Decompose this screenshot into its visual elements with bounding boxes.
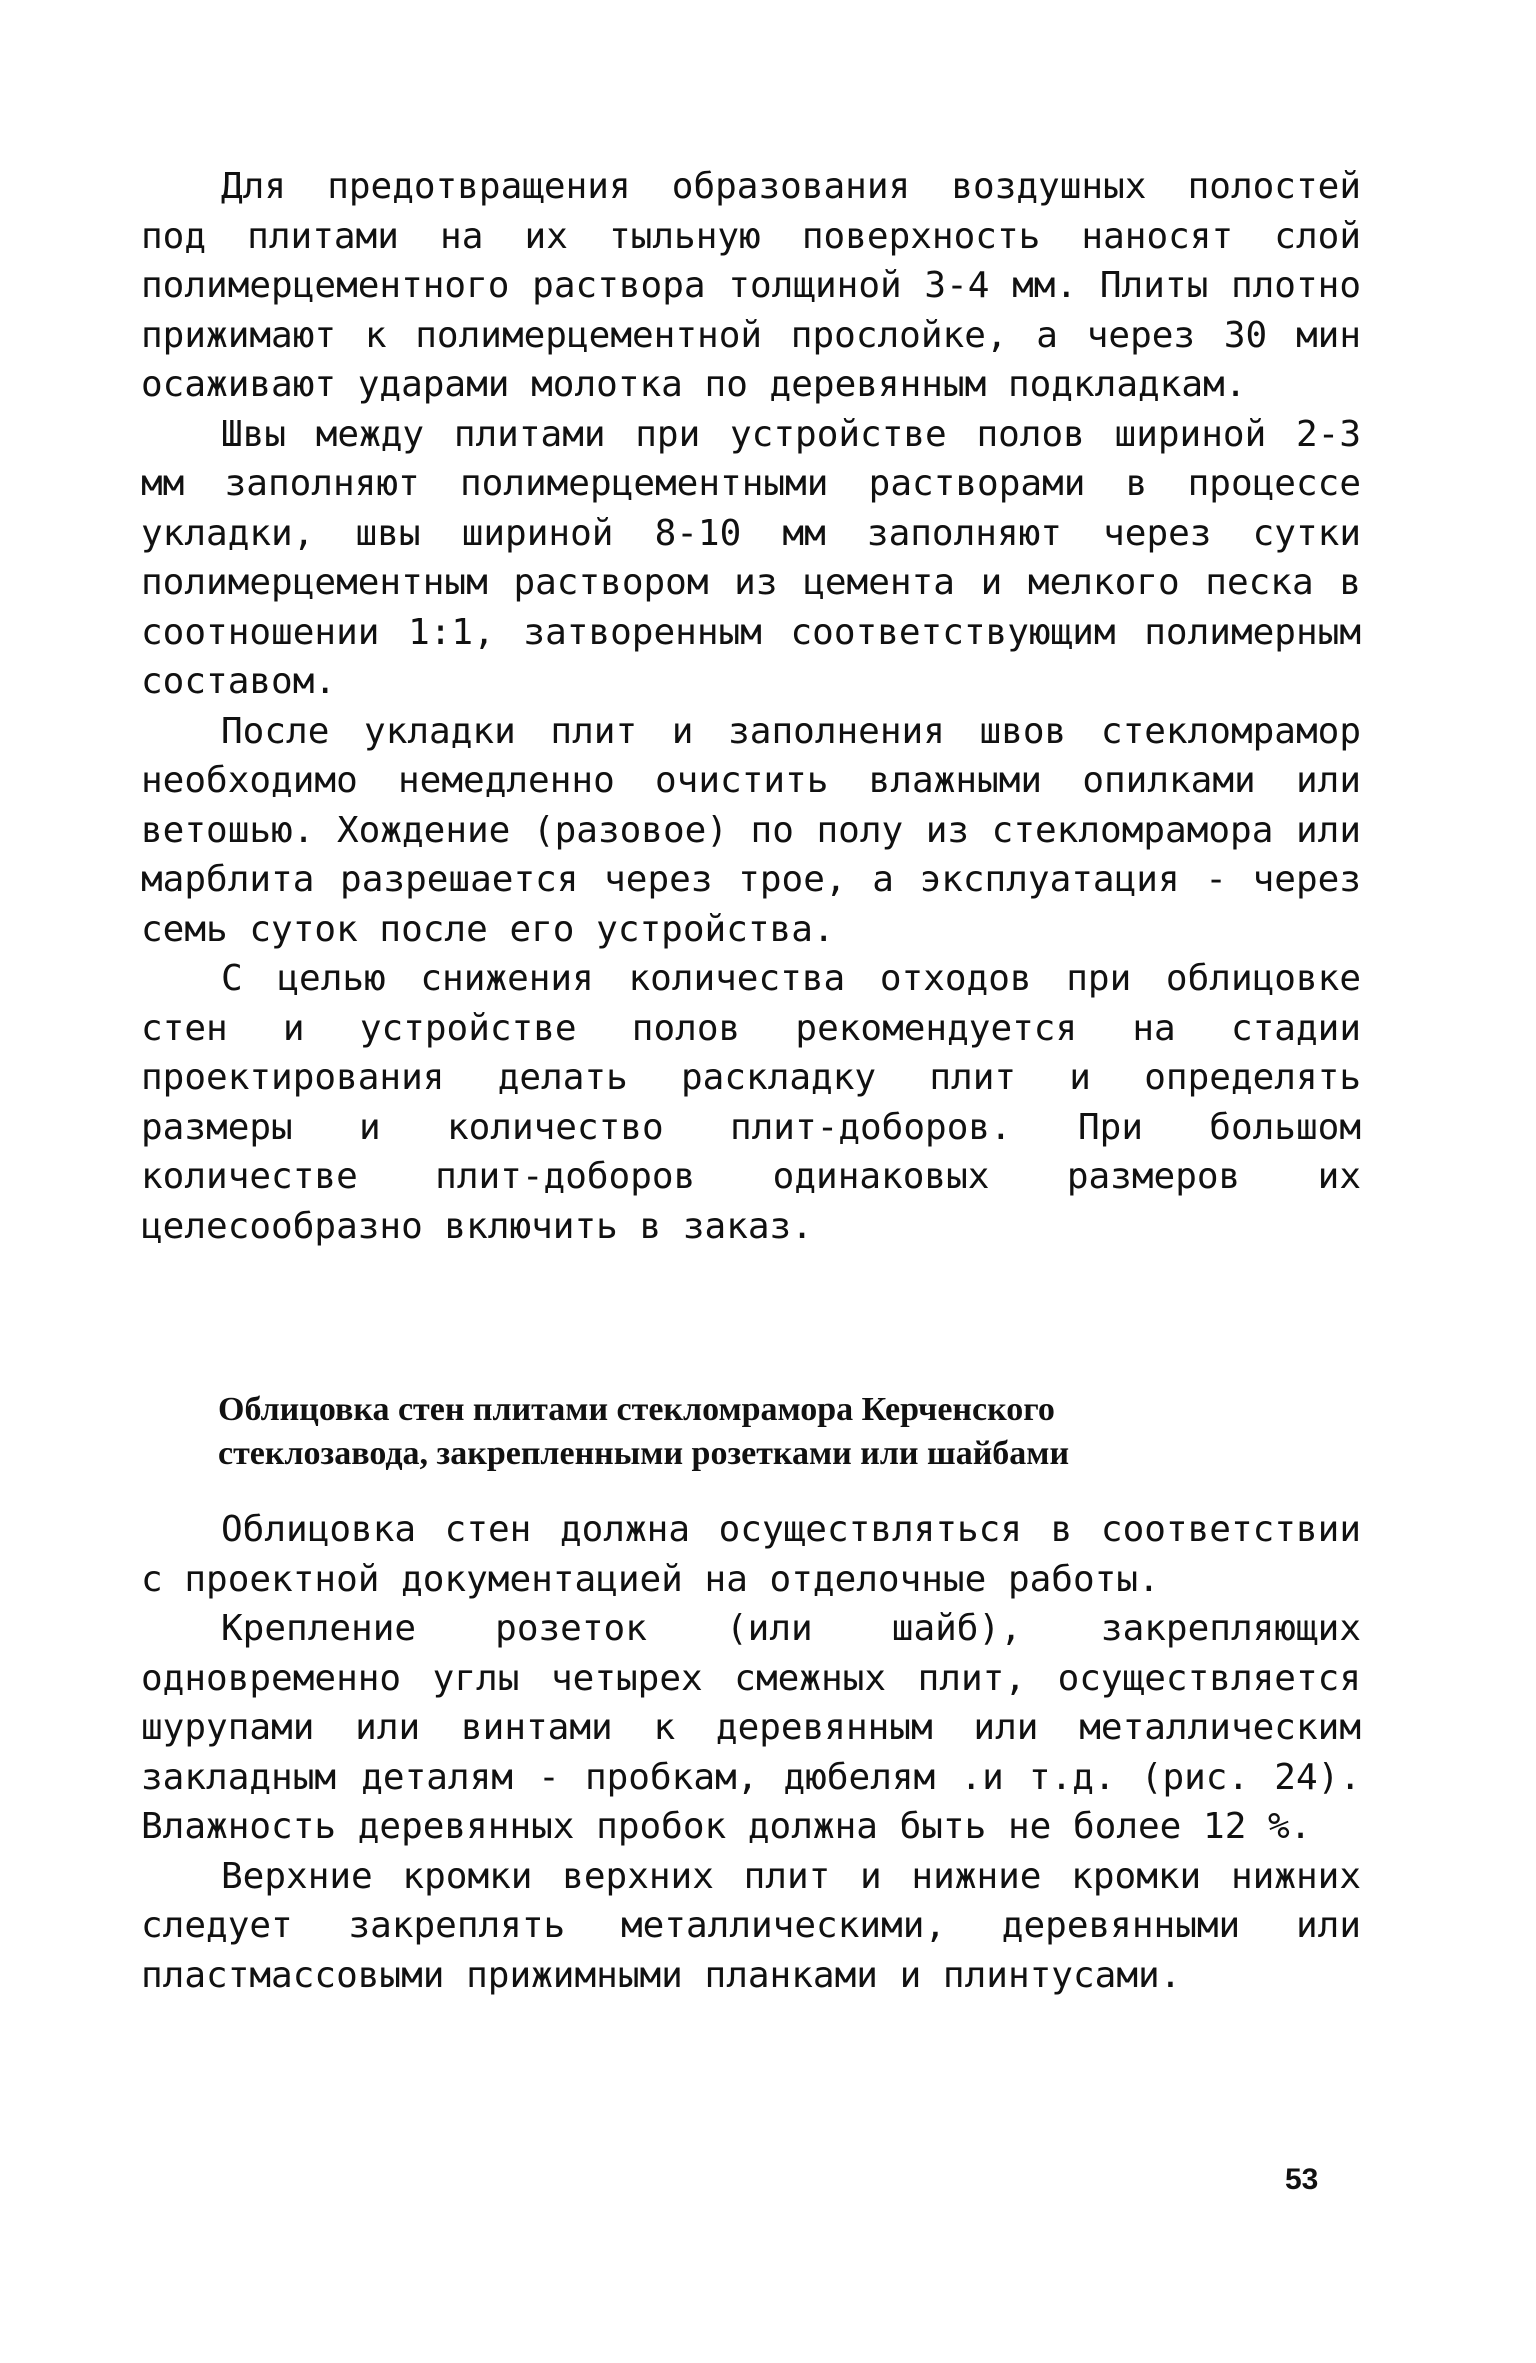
paragraph-air-voids: Для предотвращения образования воздушных полостей под плитами на их тыльную поверхность наносят слой полимерцементного раствора толщиной 3-4 мм. Плиты плотно прижимают к полимерцементной прослойке, а через 30 мин осаживают ударами молотка по деревянным подкладкам. bbox=[141, 166, 1361, 405]
paragraph-floor-seams: Швы между плитами при устройстве полов шириной 2-3 мм заполняют полимерцементными растворами в процессе укладки, швы шириной 8-10 мм заполняют через сутки полимерцементным раствором из цемента и мелкого песка в соотношении 1:1, затворенным соответствующим полимерным составом. bbox=[141, 413, 1361, 702]
text-block-upper bbox=[141, 162, 1361, 1251]
paragraph-wall-cladding: Облицовка стен должна осуществляться в соответствии с проектной документацией на отделочные работы. bbox=[141, 1509, 1361, 1600]
paragraph-waste-reduction: С целью снижения количества отходов при облицовке стен и устройстве полов рекомендуется на стадии проектирования делать раскладку плит и определять размеры и количество плит-доборов. При большом количестве плит-доборов одинаковых размеров их целесообразно включить в заказ. bbox=[141, 958, 1361, 1247]
page-number: 53 bbox=[1285, 2163, 1319, 2196]
section-heading bbox=[218, 1388, 1298, 1476]
section-heading-line-1: Облицовка стен плитами стекломрамора Керченского bbox=[218, 1391, 1055, 1428]
paragraph-edge-fixing: Верхние кромки верхних плит и нижние кромки нижних следует закреплять металлическими, деревянными или пластмассовыми прижимными планками и плинтусами. bbox=[141, 1855, 1361, 1996]
paragraph-rosette-fastening: Крепление розеток (или шайб), закрепляющих одновременно углы четырех смежных плит, осуществляется шурупами или винтами к деревянным или металлическим закладным деталям - пробкам, дюбелям .и т.д. (рис. 24). Влажность деревянных пробок должна быть не более 12 %. bbox=[141, 1608, 1361, 1847]
text-block-lower bbox=[141, 1505, 1361, 2000]
paragraph-cleaning: После укладки плит и заполнения швов стекломрамор необходимо немедленно очистить влажными опилками или ветошью. Хождение (разовое) по полу из стекломрамора или марблита разрешается через трое, а эксплуатация - через семь суток после его устройства. bbox=[141, 710, 1361, 950]
section-heading-line-2: стеклозавода, закрепленными розетками или шайбами bbox=[218, 1435, 1070, 1472]
